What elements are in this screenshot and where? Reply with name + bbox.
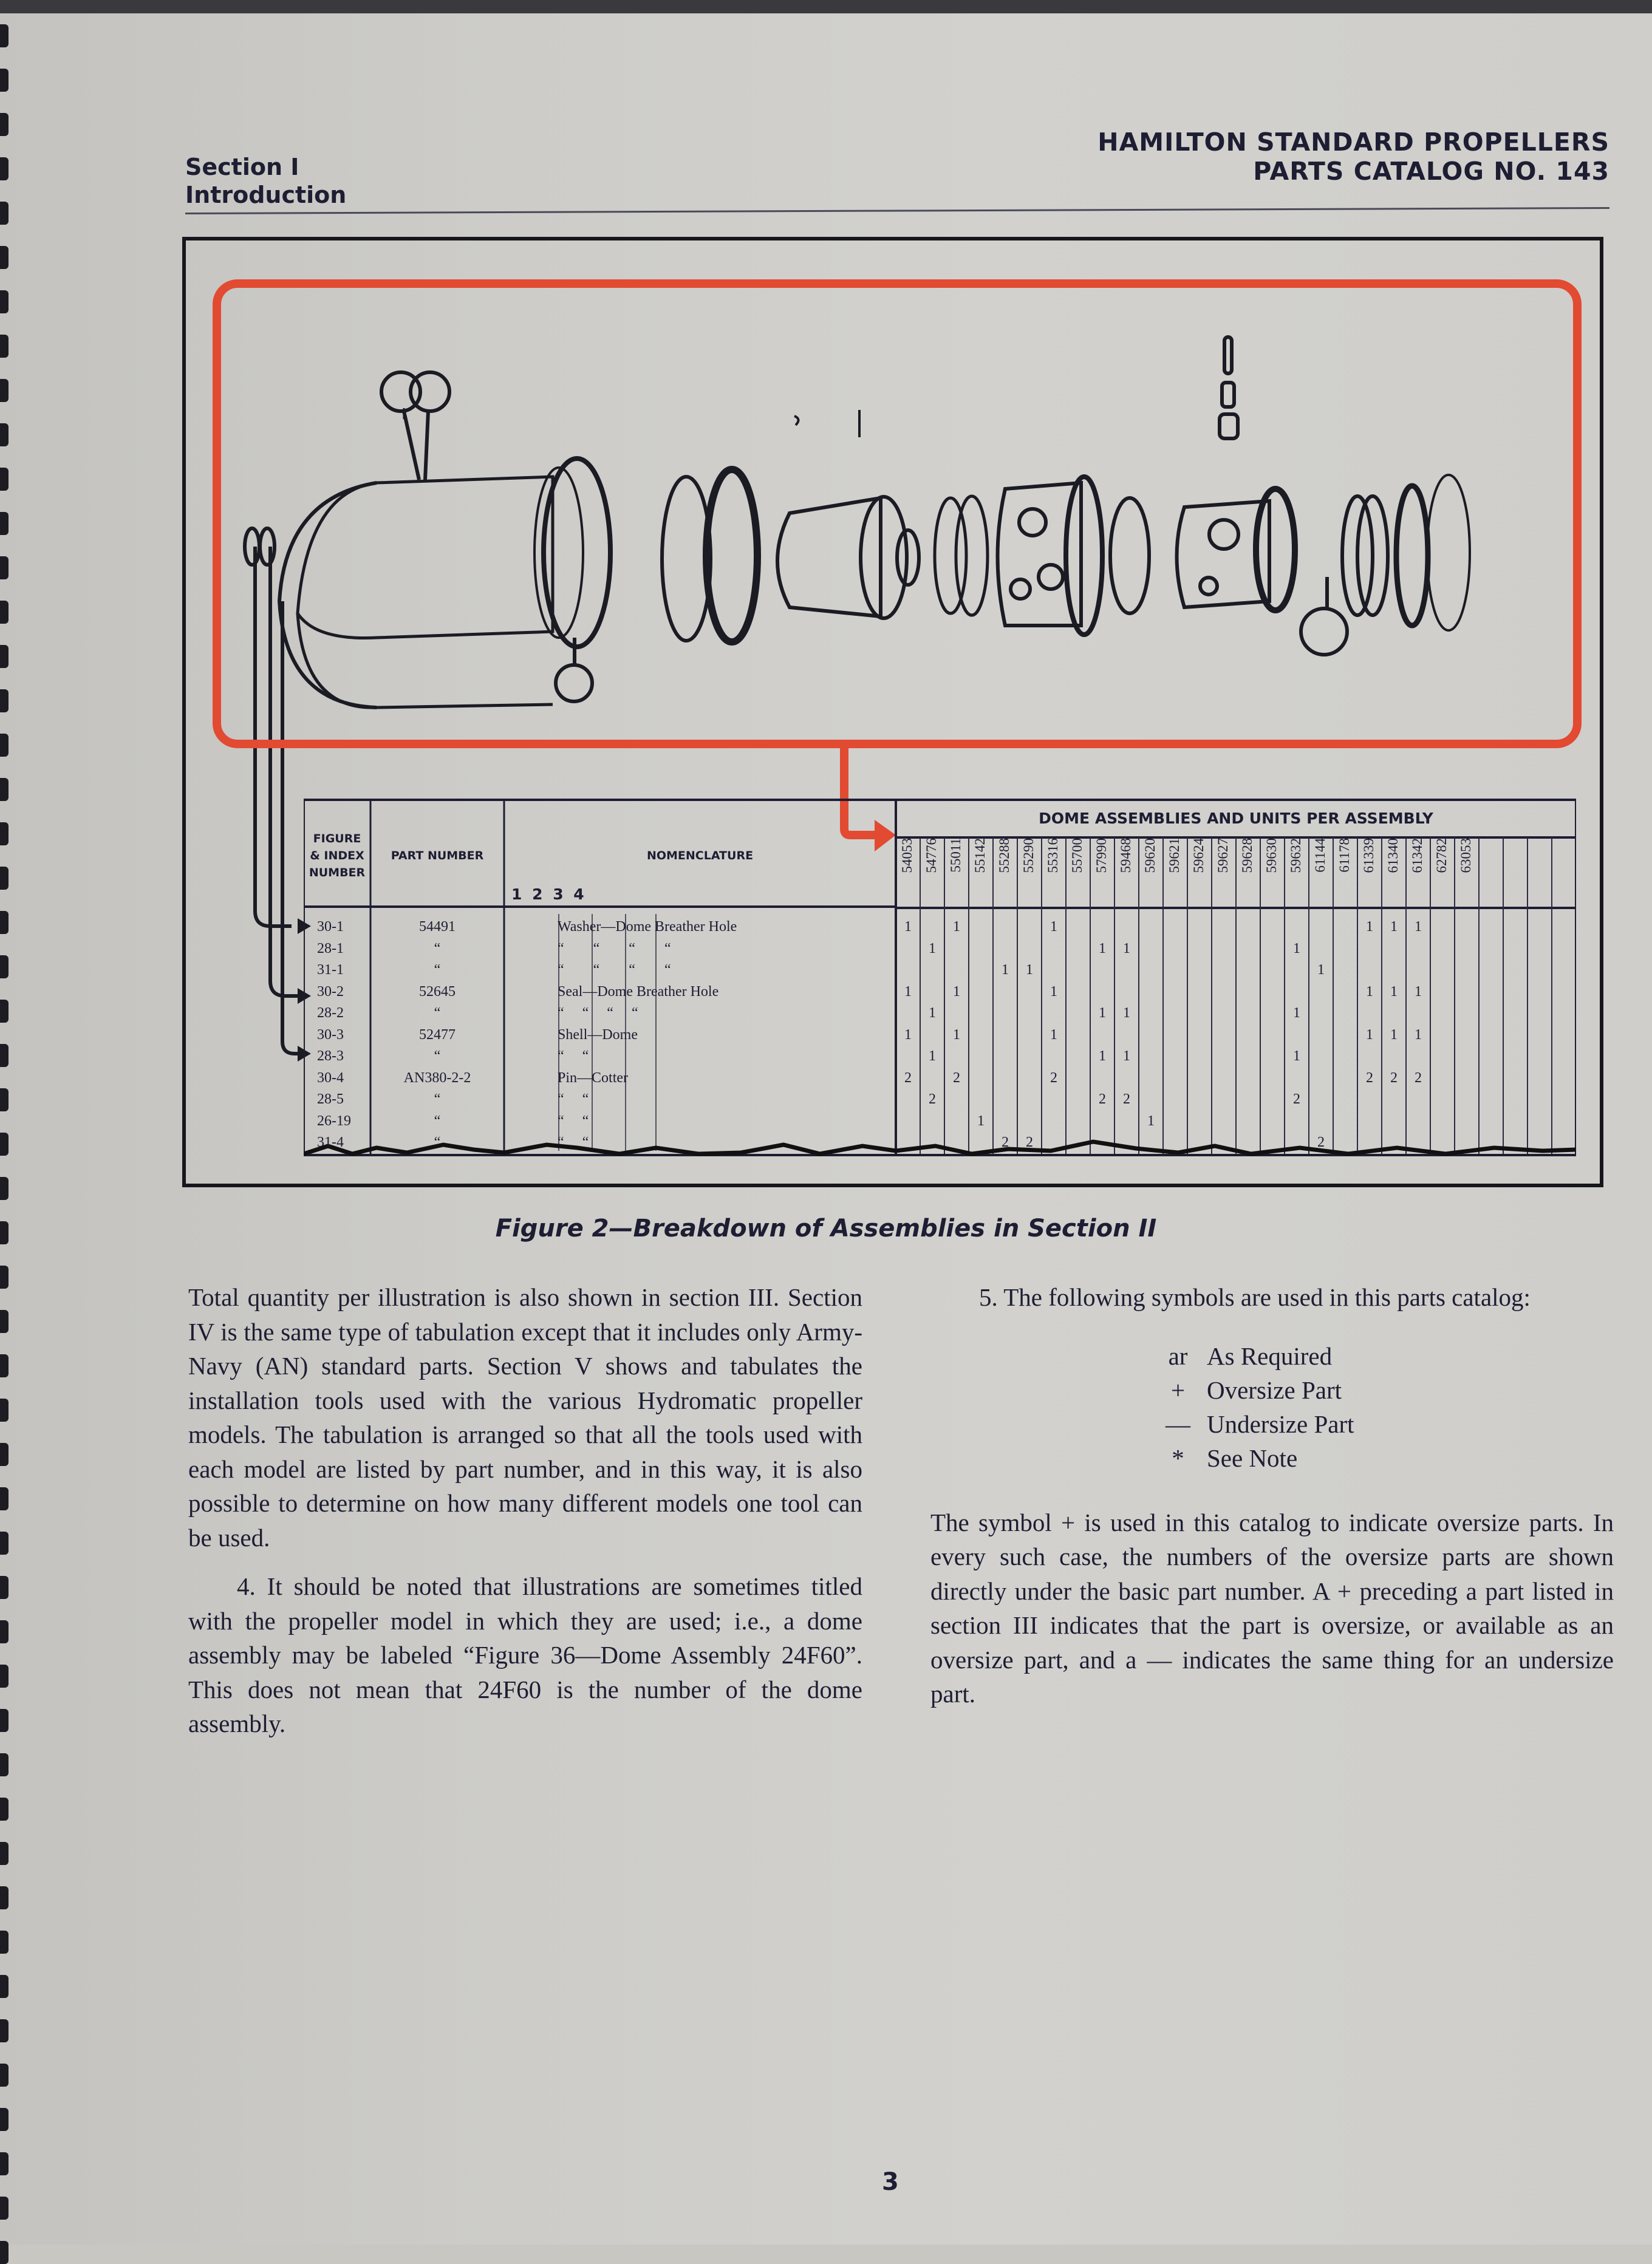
part-number-cell: “ <box>434 1134 441 1150</box>
figure-index-cell: 31-4 <box>317 1134 344 1150</box>
quantity-cell: 2 <box>1050 1069 1057 1086</box>
binding-coil <box>0 512 9 535</box>
spiral-binding <box>0 0 16 2245</box>
nomenclature-cell: “ “ <box>558 1048 589 1064</box>
figure-index-cell: 30-2 <box>317 983 344 1000</box>
quantity-cell: 1 <box>1366 1026 1373 1043</box>
binding-coil <box>0 202 9 225</box>
quantity-cell: 1 <box>1293 1048 1300 1064</box>
assembly-column-header: 61342 <box>1410 838 1425 873</box>
nomenclature-cell: “ “ “ “ <box>558 962 671 978</box>
assembly-column-header: 59621 <box>1167 838 1182 873</box>
quantity-cell: 1 <box>1050 983 1057 1000</box>
binding-coil <box>0 1177 9 1200</box>
assembly-column-header: 59627 <box>1215 838 1230 873</box>
binding-coil <box>0 290 9 313</box>
quantity-cell: 1 <box>1099 1048 1106 1064</box>
binding-coil <box>0 601 9 624</box>
binding-coil <box>0 24 9 47</box>
legend-row: — Undersize Part <box>1166 1410 1354 1438</box>
binding-coil <box>0 335 9 358</box>
page-top-edge <box>0 0 1652 13</box>
binding-coil <box>0 1310 9 1333</box>
binding-coil <box>0 1886 9 1909</box>
quantity-cell: 2 <box>1317 1134 1325 1150</box>
figure-index-cell: 30-4 <box>317 1069 344 1086</box>
figure-index-cell: 30-1 <box>317 919 344 935</box>
quantity-cell: 2 <box>1390 1069 1398 1086</box>
assembly-column-header: 55011 <box>948 838 963 873</box>
symbol-legend <box>1149 1339 1614 1475</box>
leader-line-30-1 <box>255 547 292 926</box>
nomenclature-cell: Shell—Dome <box>558 1026 638 1043</box>
quantity-cell: 1 <box>904 983 912 1000</box>
publisher-title: HAMILTON STANDARD PROPELLERS <box>1097 128 1609 157</box>
assembly-column-header: 55700 <box>1070 838 1085 873</box>
quantity-cell: 1 <box>977 1113 985 1129</box>
figure-index-cell: 28-5 <box>317 1091 344 1107</box>
quantity-cell: 2 <box>1026 1134 1033 1150</box>
quantity-cell: 1 <box>1123 940 1130 956</box>
figure-index-cell: 30-3 <box>317 1026 344 1043</box>
quantity-cell: 1 <box>1293 940 1300 956</box>
assembly-column-header: 59624 <box>1191 838 1206 873</box>
quantity-cell: 1 <box>1317 962 1325 978</box>
legend-row: ar As Required <box>1168 1342 1333 1370</box>
assembly-column-header: 59468 <box>1118 838 1133 873</box>
quantity-cell: 1 <box>1366 919 1373 935</box>
binding-coil <box>0 113 9 136</box>
quantity-cell: 2 <box>1002 1134 1009 1150</box>
legend-row: + Oversize Part <box>1170 1376 1342 1404</box>
quantity-cell: 1 <box>1123 1048 1130 1064</box>
binding-coil <box>0 1753 9 1776</box>
quantity-cell: 1 <box>1099 1005 1106 1021</box>
binding-coil <box>0 1088 9 1111</box>
binding-coil <box>0 1487 9 1510</box>
binding-coil <box>0 778 9 801</box>
quantity-cell: 1 <box>953 919 960 935</box>
left-column <box>188 1280 862 1756</box>
figure-index-cell: 28-1 <box>317 940 344 956</box>
assembly-column-header: 59630 <box>1264 838 1279 873</box>
binding-coil <box>0 734 9 757</box>
binding-coil <box>0 1576 9 1599</box>
quantity-cell: 1 <box>929 1005 936 1021</box>
binding-coil <box>0 2152 9 2175</box>
assembly-column-header: 55142 <box>972 838 988 873</box>
paragraph-4: 4. It should be noted that illustrations are sometimes titled with the propeller model in which they are used; i.e., a dome assembly may be labeled “Figure 36—Dome Assembly 24F60”. This does not mean that 24F60 is the number of the dome assembly. <box>188 1572 862 1737</box>
binding-coil <box>0 1842 9 1865</box>
assembly-column-header: 61339 <box>1361 838 1376 873</box>
binding-coil <box>0 1000 9 1023</box>
paragraph: Total quantity per illustration is also shown in section III. Section IV is the same type of tabulation except that it includes only Army-Navy (AN) standard parts. Section V shows and tabulates the installation tools used with the various Hydromatic propeller models. The tabulation is arranged so that all the tools used with each model are listed by part number, and in this way, it is also possible to determine on how many different models one tool can be used. <box>188 1283 862 1552</box>
part-number-cell: AN380-2-2 <box>403 1069 471 1086</box>
binding-coil <box>0 1354 9 1377</box>
figure-index-cell: 28-3 <box>317 1048 344 1064</box>
quantity-cell: 1 <box>1390 919 1398 935</box>
nomenclature-cell: “ “ “ “ <box>558 940 671 956</box>
part-number-cell: “ <box>434 962 441 978</box>
assembly-column-header: 61178 <box>1337 838 1352 873</box>
quantity-cell: 2 <box>1415 1069 1422 1086</box>
quantity-cell: 1 <box>1366 983 1373 1000</box>
figure-index-header: FIGURE & INDEX NUMBER <box>309 832 366 879</box>
binding-coil <box>0 423 9 446</box>
figure-index-cell: 28-2 <box>317 1005 344 1021</box>
binding-coil <box>0 1443 9 1466</box>
quantity-cell: 2 <box>1099 1091 1106 1107</box>
nomenclature-cell: Seal—Dome Breather Hole <box>558 983 719 1000</box>
binding-coil <box>0 2064 9 2087</box>
part-number-cell: “ <box>434 940 441 956</box>
figure-caption: Figure 2—Breakdown of Assemblies in Section II <box>495 1215 1157 1243</box>
assembly-column-header: 62782 <box>1434 838 1449 873</box>
part-number-cell: 52477 <box>419 1026 456 1043</box>
binding-coil <box>0 1620 9 1643</box>
figure-index-cell: 31-1 <box>317 962 344 978</box>
part-number-cell: “ <box>434 1005 441 1021</box>
assembly-column-header: 55290 <box>1021 838 1036 873</box>
quantity-cell: 1 <box>929 940 936 956</box>
nomenclature-cell: “ “ <box>558 1091 589 1107</box>
part-number-cell: “ <box>434 1113 441 1129</box>
quantity-cell: 1 <box>904 1026 912 1043</box>
binding-coil <box>0 1266 9 1289</box>
nomenclature-cell: “ “ <box>558 1113 589 1129</box>
binding-coil <box>0 556 9 579</box>
part-number-cell: “ <box>434 1091 441 1107</box>
quantity-cell: 1 <box>1099 940 1106 956</box>
section-label: Section I <box>185 154 299 180</box>
binding-coil <box>0 1399 9 1422</box>
quantity-cell: 2 <box>1366 1069 1373 1086</box>
quantity-cell: 1 <box>953 1026 960 1043</box>
binding-coil <box>0 955 9 978</box>
quantity-cell: 1 <box>1415 983 1422 1000</box>
assembly-column-header: 55316 <box>1045 838 1060 873</box>
part-number-cell: 54491 <box>419 919 456 935</box>
binding-coil <box>0 246 9 269</box>
assembly-column-header: 61144 <box>1312 838 1328 873</box>
binding-coil <box>0 867 9 890</box>
binding-coil <box>0 468 9 491</box>
binding-coil <box>0 1665 9 1688</box>
nomenclature-cell: Washer—Dome Breather Hole <box>558 919 737 935</box>
binding-coil <box>0 689 9 712</box>
binding-coil <box>0 157 9 180</box>
part-number-header: PART NUMBER <box>391 849 484 862</box>
assembly-column-header: 55288 <box>997 838 1012 873</box>
binding-coil <box>0 379 9 402</box>
legend-row: * See Note <box>1172 1444 1298 1472</box>
catalog-number: PARTS CATALOG NO. 143 <box>1253 157 1609 186</box>
binding-coil <box>0 1931 9 1954</box>
quantity-cell: 1 <box>929 1048 936 1064</box>
nomenclature-cell: “ “ <box>558 1134 589 1150</box>
quantity-cell: 2 <box>904 1069 912 1086</box>
assembly-column-header: 59628 <box>1240 838 1255 873</box>
quantity-cell: 2 <box>1123 1091 1130 1107</box>
quantity-cell: 1 <box>1415 1026 1422 1043</box>
nomenclature-cell: Pin—Cotter <box>558 1069 629 1086</box>
assembly-column-header: 54776 <box>924 838 939 873</box>
binding-coil <box>0 1709 9 1732</box>
binding-coil <box>0 1798 9 1821</box>
assemblies-table <box>304 799 1576 1157</box>
binding-coil <box>0 645 9 668</box>
catalog-heading <box>1097 128 1609 186</box>
quantity-cell: 2 <box>929 1091 936 1107</box>
paragraph-5: 5. The following symbols are used in this parts catalog: <box>979 1283 1531 1311</box>
assembly-column-header: 63053 <box>1458 838 1473 873</box>
red-callout-frame <box>217 284 1577 744</box>
quantity-cell: 1 <box>1293 1005 1300 1021</box>
quantity-cell: 1 <box>1002 962 1009 978</box>
assemblies-header: DOME ASSEMBLIES AND UNITS PER ASSEMBLY <box>1039 810 1433 827</box>
quantity-cell: 1 <box>1123 1005 1130 1021</box>
quantity-cell: 1 <box>1390 983 1398 1000</box>
binding-coil <box>0 1975 9 1998</box>
assembly-column-header: 61340 <box>1385 838 1401 873</box>
indent-level-header: 1 2 3 4 <box>511 885 584 903</box>
quantity-cell: 1 <box>904 919 912 935</box>
assembly-column-header: 59632 <box>1288 838 1303 873</box>
binding-coil <box>0 1044 9 1067</box>
quantity-cell: 2 <box>953 1069 960 1086</box>
section-title: Introduction <box>185 182 347 208</box>
assembly-column-header: 59620 <box>1142 838 1158 873</box>
binding-coil <box>0 2108 9 2131</box>
binding-coil <box>0 1133 9 1156</box>
figure-index-cell: 26-19 <box>317 1113 351 1129</box>
binding-coil <box>0 911 9 934</box>
part-number-cell: 52645 <box>419 983 456 1000</box>
paragraph-oversize: The symbol + is used in this catalog to indicate oversize parts. In every such case, the numbers of the oversize parts are shown directly under the basic part number. A + preceding a part listed in section III indicates that the part is oversize, or available as an oversize part, and a — indicates the same thing for an undersize part. <box>930 1508 1614 1708</box>
quantity-cell: 1 <box>1050 1026 1057 1043</box>
binding-coil <box>0 822 9 845</box>
binding-coil <box>0 69 9 92</box>
binding-coil <box>0 2019 9 2042</box>
nomenclature-cell: “ “ “ “ <box>558 1005 638 1021</box>
quantity-cell: 1 <box>953 983 960 1000</box>
binding-coil <box>0 2197 9 2220</box>
quantity-cell: 1 <box>1050 919 1057 935</box>
quantity-cell: 1 <box>1390 1026 1398 1043</box>
page-number: 3 <box>882 2168 899 2196</box>
binding-coil <box>0 1532 9 1555</box>
right-column <box>930 1280 1614 1726</box>
nomenclature-header: NOMENCLATURE <box>646 849 754 862</box>
section-heading <box>185 153 346 209</box>
assembly-column-header: 54053 <box>899 838 915 873</box>
quantity-cell: 1 <box>1026 962 1033 978</box>
quantity-cell: 1 <box>1147 1113 1155 1129</box>
assembly-column-header: 57990 <box>1094 838 1109 873</box>
quantity-cell: 1 <box>1415 919 1422 935</box>
quantity-cell: 2 <box>1293 1091 1300 1107</box>
part-number-cell: “ <box>434 1048 441 1064</box>
